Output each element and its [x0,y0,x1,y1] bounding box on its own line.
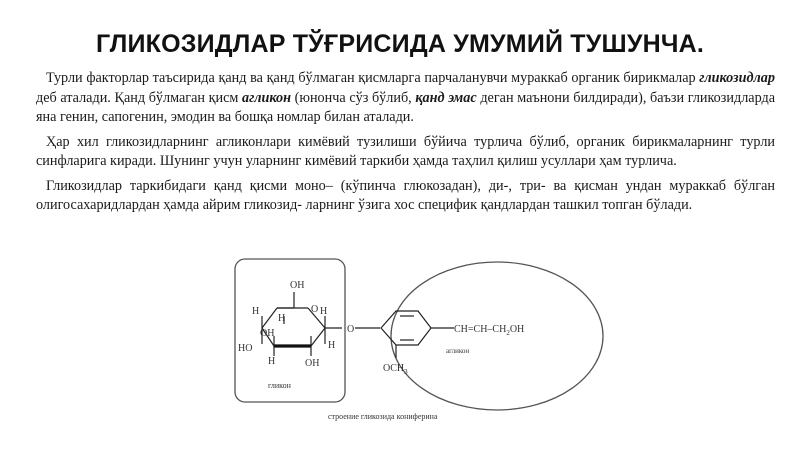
paragraph-1 [36,69,775,128]
side-chain-text: CH=CH–CH [454,324,507,335]
body-text [36,69,775,221]
coniferin-structure-figure [232,256,612,434]
methoxy-group [383,363,408,376]
atom-h: H [328,340,336,351]
atom-o-link: O [347,324,355,335]
p1-part: Турли факторлар таъсирида қанд ва қанд бўлмаган қисмларга парчаланувчи мураккаб органик бирикмалар [46,70,700,86]
atom-h: H [252,306,260,317]
aglycone-ellipse [391,262,603,410]
term-not-sugar: қанд эмас [415,89,477,106]
paragraph-2: Ҳар хил гликозидларнинг агликонлари кимёвий тузилиши бўйича турлича бўлиб, органик бирикмаларнинг турли синфларига киради. Шунинг учун уларнинг кимёвий таркиби ҳамда таҳлил қилиш усуллари ҳам турлича. [36,133,775,169]
atom-oh-bottom: OH [305,358,320,369]
structure-diagram [232,256,612,434]
subscript-2: 2 [506,329,510,337]
p1-part: деган маънони билдиради), баъзи гликозидларда яна генин, сапогенин, эмодин ва бошқа номлар билан аталади. [36,89,775,125]
aglycone-label: агликон [446,347,470,355]
och-text: OCH [383,363,405,374]
p1-part: деб аталади. Қанд бўлмаган қисм [36,89,243,106]
glycone-label: гликон [268,381,291,390]
atom-ho: HO [238,343,253,354]
atom-o-ring: O [311,304,319,315]
atom-oh-top: OH [290,280,305,291]
side-chain-oh: OH [509,324,525,335]
term-aglycone: агликон [242,89,291,106]
subscript-3: 3 [404,368,408,376]
benzene-ring [381,311,454,358]
page-title: ГЛИКОЗИДЛАР ТЎҒРИСИДА УМУМИЙ ТУШУНЧА. [95,30,705,58]
atom-oh: OH [260,328,275,339]
figure-caption: строение гликозида кониферина [328,412,438,421]
p1-part: (юнонча сўз бўлиб, [290,89,416,106]
atom-h: H [278,313,286,324]
atom-h: H [268,356,276,367]
paragraph-3: Гликозидлар таркибидаги қанд қисми моно– (кўпинча глюкозадан), ди-, три- ва қисман ундан мураккаб бўлган олигосахаридлардан ҳамда айрим гликозид- ларнинг ўзига хос специфик қандлардан ташкил топган бўлади. [36,177,775,213]
term-glycosides: гликозидлар [699,70,775,86]
side-chain [454,324,524,337]
atom-h: H [320,306,328,317]
